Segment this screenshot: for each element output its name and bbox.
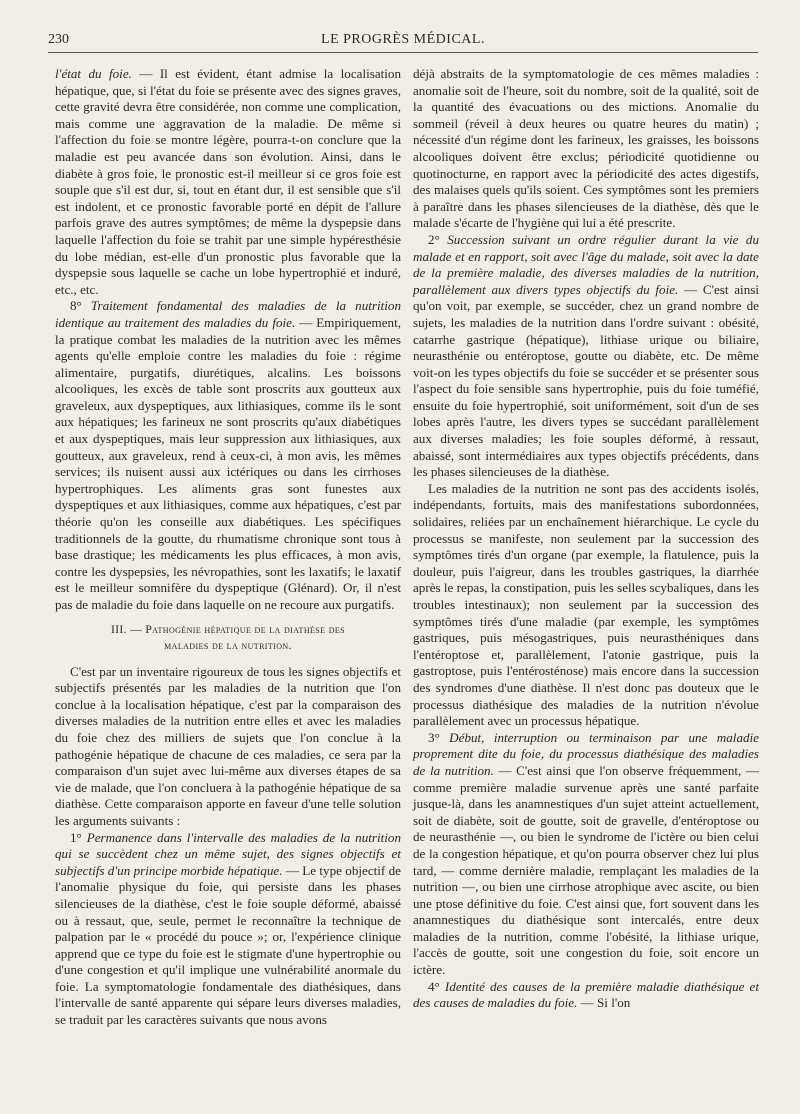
paragraph: [55, 298, 401, 613]
right-column: [413, 66, 759, 1012]
item-number: 2°: [428, 231, 448, 247]
paragraph: [413, 481, 759, 730]
paragraph-text: — C'est ainsi qu'on voit, par exemple, se succéder, chez un grand nombre de sujets, les maladies de la nutrition dans l'ordre suivant : obésité, catarrhe gastrique (hépatique), lithiase urique ou biliaire, neurasthénie ou entéroptose, goutte ou diabète, etc. De même voit-on les types objectifs du foie se succéder et se présenter sous l'aspect du foie sensible sans hypertrophie, puis du foie tuméfié, ensuite du foie hypertrophié, soit uniformément, soit d'un de ses lobes après l'autre, les divers types se succédant parallèlement aux diverses maladies; les foie souples déformé, à ressaut, abaissé, sont intermédiaires aux types objectifs précédents, dans les phases silencieuses de la diathèse.: [413, 281, 759, 480]
italic-heading: Traitement fondamental des maladies de la nutrition identique au traitement des maladies du foie.: [55, 298, 401, 330]
section-title-line-2: maladies de la nutrition.: [164, 639, 292, 652]
page-number: 230: [48, 32, 69, 47]
left-column: [55, 66, 401, 1029]
paragraph-text: — Il est évident, étant admise la localisation hépatique, que, si l'état du foie se présente avec des signes graves, cette gravité devra être considérée, non comme une complication, mais comme une aggravation de la maladie. De même si l'affection du foie se montre légère, pourra-t-on conclure que la maladie est peu avancée dans son évolution. Ainsi, dans le diabète à gros foie, le pronostic est-il meilleur si ce gros foie est souple que s'il est dur, si, tout en étant dur, il est sensible que s'il est indolent, et ce pronostic favorable porté en dépit de l'allure parfois grave des autres symptômes; de même la dyspepsie dans laquelle l'affection du foie se trahit par une simple hypéresthésie du lobe médian, est-elle d'un pronostic plus favorable que la dyspepsie sous laquelle se cache un lobe hypertrophié et induré, etc., etc.: [55, 66, 402, 297]
italic-heading: Début, interruption ou terminaison par une maladie proprement dite du foie, du processus diathésique des maladies de la nutrition.: [413, 729, 759, 778]
paragraph-text: — Si l'on: [577, 995, 631, 1011]
paragraph: [413, 66, 759, 232]
item-number: 3°: [428, 729, 450, 745]
paragraph: [413, 232, 759, 481]
item-number: 1°: [70, 829, 87, 845]
italic-phrase: l'état du foie.: [55, 66, 132, 81]
paragraph-text: — C'est ainsi que l'on observe fréquemment, — comme première maladie survenue après une santé parfaite jusque-là, dans les anamnestiques d'un sujet atteint actuellement, soit de diabète, soit de goutte, soit de gravelle, d'entéroptose ou de neurasthénie —, ou bien le syndrome de l'ictère ou bien celui de la congestion hépatique, et qu'on pourra observer chez lui plus tard, — comme dernière maladie, remplaçant les maladies de la nutrition —, ou bien une cirrhose atrophique avec ascite, ou bien une ptose définitive du foie. C'est ainsi que, fort souvent dans les anamnestiques du diathésique sont intercalés, entre deux maladies de la nutrition, comme l'obésité, la lithiase urique, l'accès de goutte, soit une congestion du foie, soit encore un ictère.: [413, 762, 759, 978]
item-number: 4°: [428, 978, 445, 994]
paragraph: [413, 979, 759, 1012]
page-header: [48, 30, 758, 53]
paragraph-text: — Le type objectif de l'anomalie physique du foie, qui persiste dans les phases silencieuses de la diathèse, c'est le foie souple déformé, abaissé ou à ressaut, que, seule, permet le reconnaître la technique de palpation par le « procédé du pouce »; or, l'expérience clinique apprend que ce type du foie est le stigmate d'une hypertrophie ou d'une congestion et qu'il implique une vulnérabilité anormale du foie. La symptomatologie fondamentale des diathésiques, dans l'intervalle de santé apparente qui sépare leurs diverses maladies, se traduit par les caractères suivants que nous avons: [55, 862, 401, 1028]
italic-heading: Identité des causes de la première maladie diathésique et des causes de maladies du foie.: [413, 978, 759, 1011]
italic-heading: Permanence dans l'intervalle des maladies de la nutrition qui se succèdent chez un même sujet, des signes objectifs et subjectifs d'un principe morbide hépatique.: [55, 829, 401, 878]
paragraph-text: — Empiriquement, la pratique combat les maladies de la nutrition avec les mêmes agents qu'elle emploie contre les maladies du foie : régime alimentaire, purgatifs, diurétiques, alcalins. Les boissons alcooliques, les excès de table sont proscrits aux goutteux aux graveleux, aux dyspeptiques, aux lithiasiques, comme ils le sont aux hépatiques; les farineux ne sont proscrits qu'aux diabétiques et aux dyspeptiques, mais leur suppression aux lithiasiques, aux goutteux, aux graveleux, rend à ceux-ci, à mon avis, les mêmes services; ils nuisent aussi aux ictériques ou dans les cirrhoses hypertrophiques. Les aliments gras sont funestes aux dyspeptiques et aux lithiasiques, comme aux hépatiques, c'est par théorie qu'on les conseille aux diabétiques. Les spécifiques traditionnels de la goutte, du rhumatisme chronique sont tous à base drastique; les médicaments les plus efficaces, à mon avis, contre les dyspepsies, les névropathies, sont les laxatifs; le laxatif est le meilleur somnifère du dyspeptique (Glénard). Or, il n'est pas de maladie du foie dans laquelle on ne recoure aux purgatifs.: [55, 314, 402, 612]
paragraph-text: déjà abstraits de la symptomatologie de ces mêmes maladies : anomalie soit de l'heure, soit du nombre, soit de la qualité, soit de la quantité des évacuations ou des mictions. Anomalie du sommeil (réveil à deux heures ou quatre heures du matin) ; nécessité d'un régime dont les farineux, les graisses, les boissons alcooliques doivent être exclus; périodicité quotidienne ou quotinocturne, en rapport avec la périodicité des actes digestifs, des malaises quels qu'ils soient. Ces symptômes sont les premiers à paraître dans les phases silencieuses de la diathèse, dès que le malade s'écarte de l'hygiène qui lui a été prescrite.: [413, 66, 759, 231]
item-number: 8°: [70, 298, 91, 314]
running-title: LE PROGRÈS MÉDICAL.: [321, 32, 485, 47]
paragraph: [55, 66, 401, 298]
paragraph-text: Les maladies de la nutrition ne sont pas des accidents isolés, indépendants, fortuits, mais des manifestations subordonnées, solidaires, reliées par un enchaînement hiérarchique. Le cycle du processus se manifeste, non seulement par la succession des symptômes tirés d'un organe (par exemple, la flatulence, puis la douleur, puis l'aigreur, dans les troubles gastriques, la diarrhée après le repas, la constipation, puis les selles scybaliques, dans les troubles intestinaux); non seulement par la succession des symptômes tirés d'une maladie (par exemple, les symptômes gastriques, puis mésogastriques, puis neurasthéniques dans l'entéroptose et, parallèlement, l'atonie gastrique, puis la gastroptose, puis l'entérosténose) mais encore dans la succession des syndromes d'une diathèse. Il n'est donc pas douteux que le processus diathésique des maladies de la nutrition n'évolue parallèlement avec un processus hépatique.: [413, 480, 759, 729]
paragraph: [55, 830, 401, 1029]
italic-heading: Succession suivant un ordre régulier durant la vie du malade et en rapport, soit avec l'âge du malade, soit avec la date de la première maladie, des diverses maladies de la nutrition, parallèlement aux divers types objectifs du foie.: [413, 231, 760, 297]
paragraph: [413, 730, 759, 979]
paragraph-text: C'est par un inventaire rigoureux de tous les signes objectifs et subjectifs présentés par les maladies de la nutrition que l'on conclue à la localisation hépatique, c'est par la comparaison des diverses maladies de la nutrition entre elles et avec les maladies du foie chez des milliers de sujets que l'on conclue à la pathogénie hépatique de chacune de ces maladies, ce sera par la comparaison d'un sujet avec lui-même aux diverses étapes de sa vie de malade, que l'on concluera à la pathogénie hépatique de sa diathèse. Cette comparaison apporte en faveur d'une telle solution les arguments suivants :: [55, 663, 401, 828]
section-title-line-1: Pathogénie hépatique de la diathèse des: [145, 623, 346, 636]
paragraph: [55, 664, 401, 830]
section-heading: [55, 622, 401, 654]
section-number: III. —: [110, 623, 146, 636]
